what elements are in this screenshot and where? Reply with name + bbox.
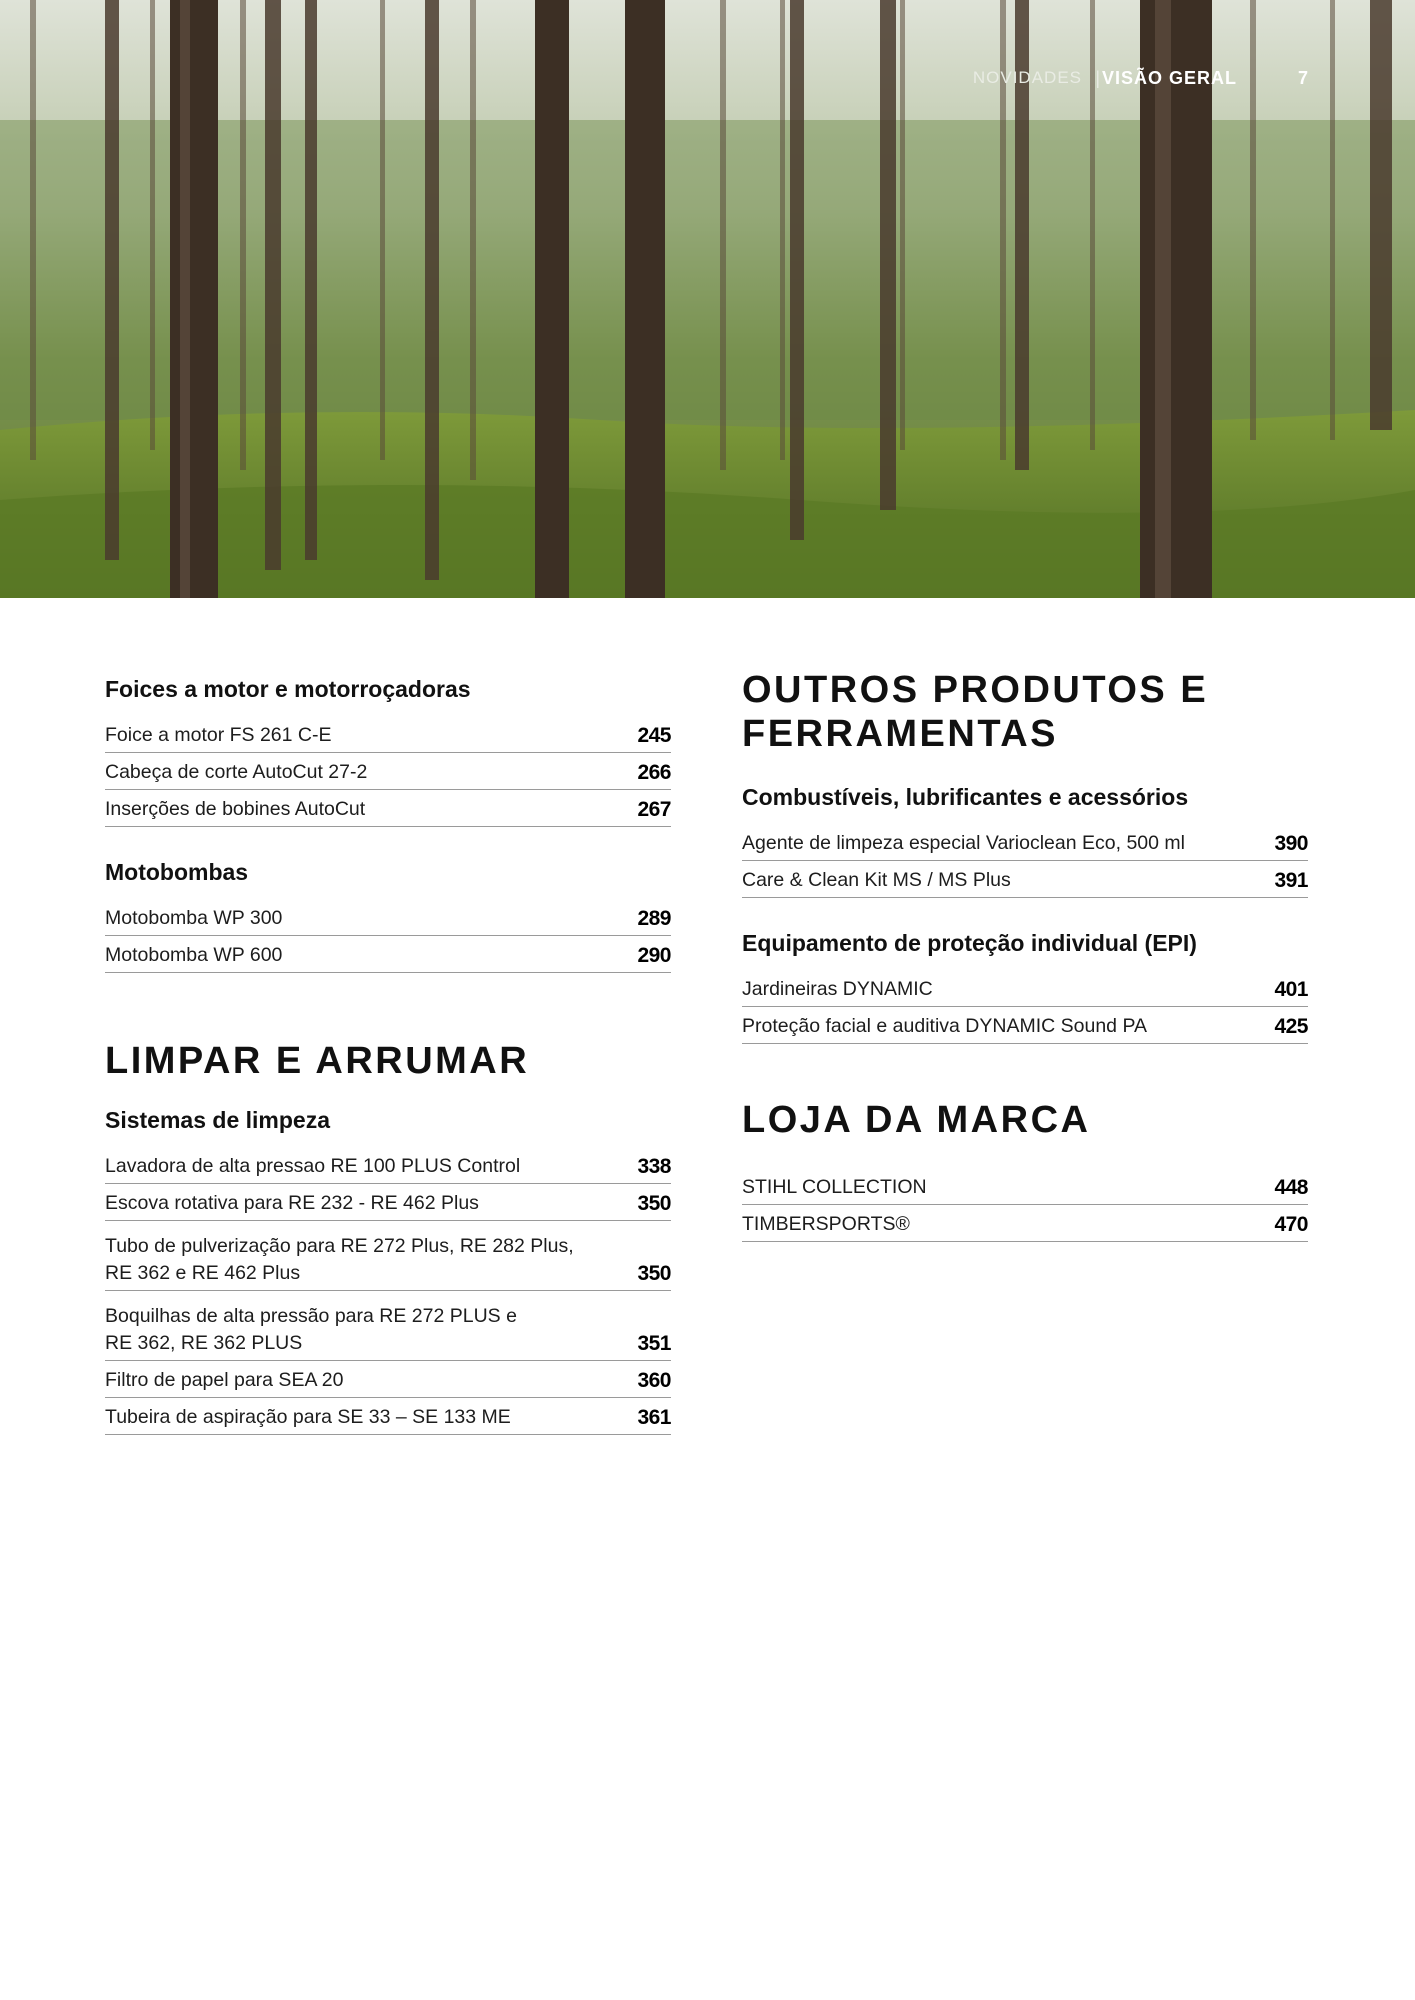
item-label: Jardineiras DYNAMIC	[742, 978, 933, 1000]
item-label-line2: RE 362, RE 362 PLUS	[105, 1332, 303, 1354]
group-list-foices	[105, 716, 671, 827]
item-label: TIMBERSPORTS®	[742, 1213, 910, 1235]
item-page: 360	[637, 1369, 671, 1392]
group-list-combustiveis	[742, 824, 1308, 898]
item-page: 351	[637, 1332, 671, 1355]
list-item[interactable]	[742, 1205, 1308, 1242]
item-page: 401	[1274, 978, 1308, 1001]
item-label: Escova rotativa para RE 232 - RE 462 Plus	[105, 1192, 479, 1214]
right-column	[742, 668, 1308, 1242]
list-item[interactable]	[105, 936, 671, 973]
item-page: 448	[1274, 1176, 1308, 1199]
group-list-loja	[742, 1168, 1308, 1242]
group-title-epi: Equipamento de proteção individual (EPI)	[742, 930, 1197, 956]
group-title-foices: Foices a motor e motorroçadoras	[105, 676, 471, 702]
item-page: 361	[637, 1406, 671, 1429]
list-item[interactable]	[742, 824, 1308, 861]
item-page: 350	[637, 1262, 671, 1285]
group-list-epi	[742, 970, 1308, 1044]
item-page: 289	[637, 907, 671, 930]
item-label: Inserções de bobines AutoCut	[105, 798, 366, 820]
item-page: 390	[1274, 832, 1308, 855]
forest-hero-image	[0, 0, 1415, 598]
list-item[interactable]	[105, 1184, 671, 1221]
group-title-sistemas-limpeza: Sistemas de limpeza	[105, 1107, 330, 1133]
section-title-loja: LOJA DA MARCA	[742, 1099, 1091, 1141]
nav-current-section[interactable]: VISÃO GERAL	[1101, 68, 1237, 88]
item-page: 350	[637, 1192, 671, 1215]
item-label-line2: RE 362 e RE 462 Plus	[105, 1262, 301, 1284]
list-item[interactable]	[105, 1398, 671, 1435]
item-page: 267	[637, 798, 671, 821]
page-number: 7	[1297, 68, 1308, 88]
item-page: 425	[1274, 1015, 1308, 1038]
group-list-motobombas	[105, 899, 671, 973]
list-item[interactable]	[742, 1007, 1308, 1044]
group-title-combustiveis: Combustíveis, lubrificantes e acessórios	[742, 784, 1189, 810]
item-label: Cabeça de corte AutoCut 27-2	[105, 761, 368, 783]
list-item[interactable]	[105, 1147, 671, 1184]
nav-separator: |	[1095, 68, 1100, 88]
list-item[interactable]	[742, 1168, 1308, 1205]
item-label: Agente de limpeza especial Varioclean Eco, 500 ml	[742, 832, 1185, 854]
list-item[interactable]	[105, 753, 671, 790]
item-label: Filtro de papel para SEA 20	[105, 1369, 344, 1391]
left-column	[105, 672, 671, 1435]
item-page: 245	[637, 724, 671, 747]
list-item[interactable]	[742, 861, 1308, 898]
item-label	[105, 1303, 637, 1357]
item-page: 266	[637, 761, 671, 784]
item-label: STIHL COLLECTION	[742, 1176, 927, 1198]
item-label	[105, 1233, 637, 1287]
header-nav	[0, 68, 1415, 92]
item-label: Lavadora de alta pressao RE 100 PLUS Control	[105, 1155, 521, 1177]
item-label: Motobomba WP 300	[105, 907, 283, 929]
item-page: 391	[1274, 869, 1308, 892]
group-list-limpeza	[105, 1147, 671, 1435]
list-item[interactable]	[105, 1291, 671, 1361]
item-label-line1: Tubo de pulverização para RE 272 Plus, RE 282 Plus,	[105, 1235, 574, 1257]
section-title-outros	[742, 668, 1308, 756]
list-item[interactable]	[105, 899, 671, 936]
item-page: 338	[637, 1155, 671, 1178]
item-page: 290	[637, 944, 671, 967]
item-label-line1: Boquilhas de alta pressão para RE 272 PLUS e	[105, 1305, 517, 1327]
item-label: Proteção facial e auditiva DYNAMIC Sound PA	[742, 1015, 1148, 1037]
section-title-line1: OUTROS PRODUTOS E	[742, 669, 1209, 711]
list-item[interactable]	[105, 716, 671, 753]
nav-section-news[interactable]: NOVIDADES	[972, 68, 1082, 87]
group-title-motobombas: Motobombas	[105, 859, 249, 885]
section-title-limpar: LIMPAR E ARRUMAR	[105, 1040, 530, 1082]
list-item[interactable]	[105, 1221, 671, 1291]
list-item[interactable]	[742, 970, 1308, 1007]
item-label: Foice a motor FS 261 C-E	[105, 724, 332, 746]
list-item[interactable]	[105, 1361, 671, 1398]
list-item[interactable]	[105, 790, 671, 827]
item-label: Care & Clean Kit MS / MS Plus	[742, 869, 1011, 891]
item-label: Tubeira de aspiração para SE 33 – SE 133 ME	[105, 1406, 511, 1428]
section-title-line2: FERRAMENTAS	[742, 713, 1059, 755]
item-label: Motobomba WP 600	[105, 944, 283, 966]
item-page: 470	[1274, 1213, 1308, 1236]
